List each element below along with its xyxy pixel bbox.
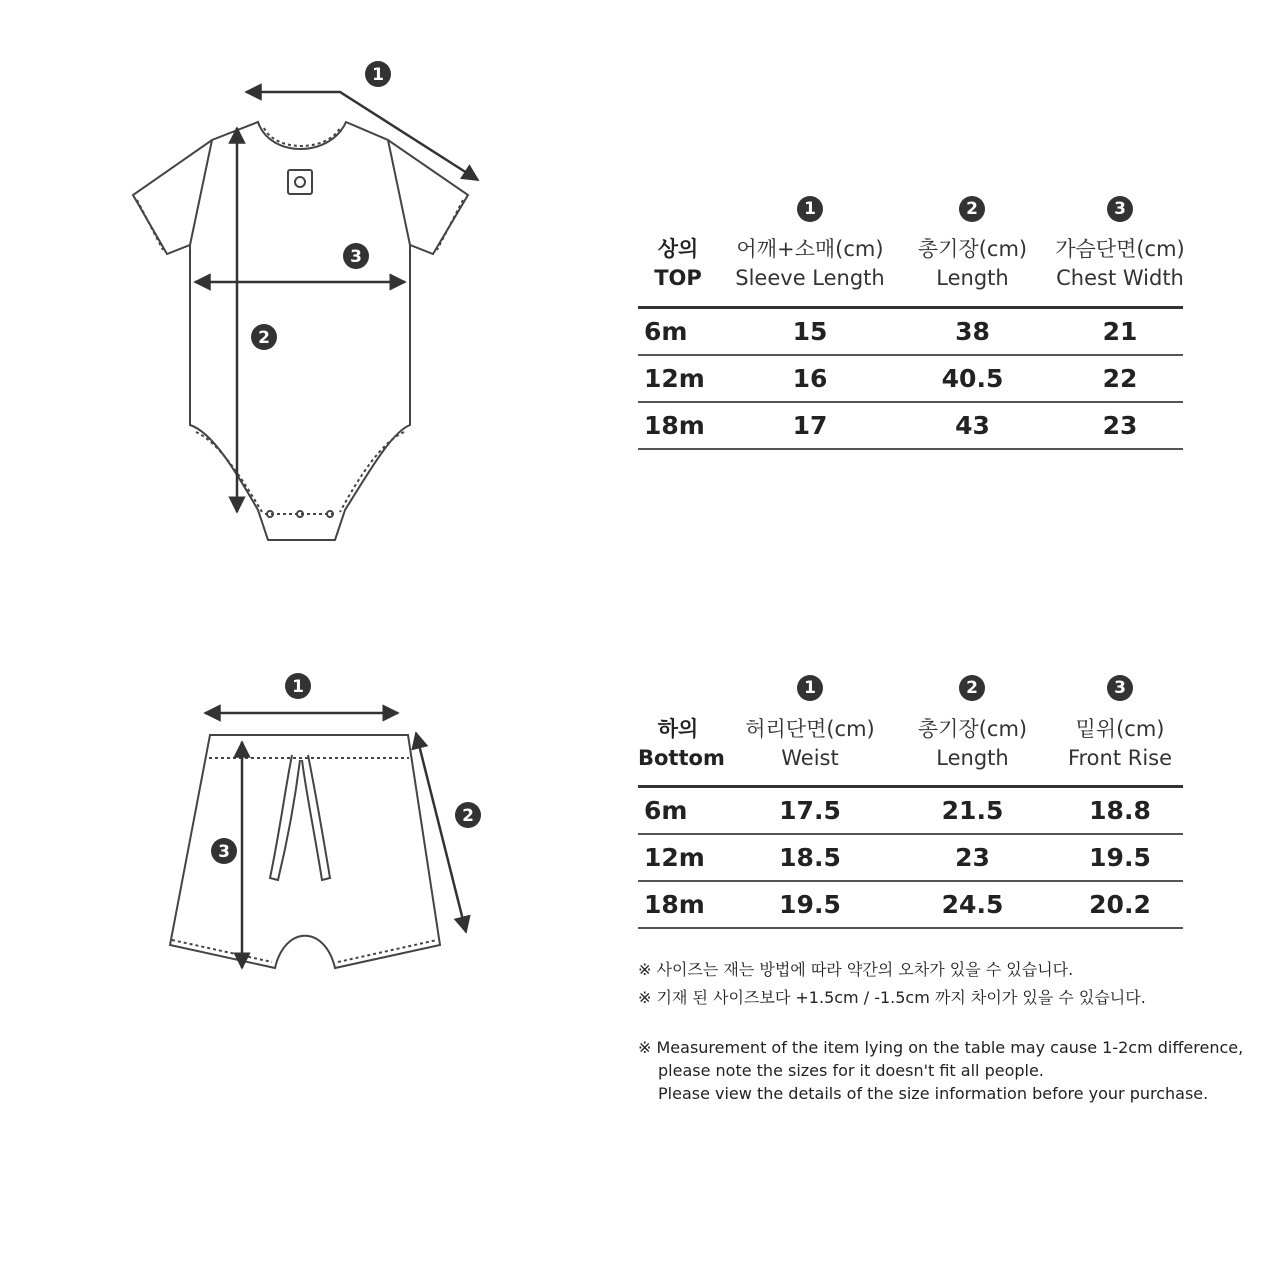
table-row: [638, 835, 1183, 882]
notes-english: [638, 1036, 1243, 1105]
bottom-category-en: Bottom: [638, 746, 725, 770]
value-cell: 23: [1102, 411, 1138, 440]
top-col3-ko: 가슴단면(cm): [1055, 237, 1185, 261]
value-cell: 21: [1102, 317, 1138, 346]
top-col2-header: [900, 235, 1045, 293]
top-col1-en: Sleeve Length: [735, 266, 885, 290]
bottom-col1-ko: 허리단면(cm): [745, 717, 875, 741]
note-en-3: Please view the details of the size information before your purchase.: [658, 1084, 1209, 1103]
value-cell: 23: [955, 843, 990, 872]
value-cell: 17.5: [779, 796, 841, 825]
top-col2-en: Length: [936, 266, 1009, 290]
top-col1-header: [730, 235, 890, 293]
value-cell: 16: [792, 364, 828, 393]
value-cell: 24.5: [941, 890, 1004, 919]
value-cell: 38: [955, 317, 990, 346]
size-cell: 6m: [644, 796, 688, 825]
bottom-col3-marker: 3: [1107, 675, 1133, 701]
value-cell: 21.5: [941, 796, 1004, 825]
bodysuit-marker-1: 1: [372, 65, 384, 85]
value-cell: 22: [1102, 364, 1138, 393]
bottom-col2-header: [900, 715, 1045, 773]
bottom-col1-en: Weist: [781, 746, 839, 770]
top-col3-header: [1050, 235, 1190, 293]
bottom-col3-en: Front Rise: [1067, 746, 1173, 770]
note-en-1: ※ Measurement of the item lying on the table may cause 1-2cm difference,: [638, 1038, 1244, 1057]
size-cell: 6m: [644, 317, 688, 346]
value-cell: 19.5: [1089, 843, 1151, 872]
table-row: [638, 788, 1183, 835]
bodysuit-drawing: [133, 122, 468, 540]
value-cell: 20.2: [1089, 890, 1151, 919]
shorts-drawing: [170, 735, 440, 968]
note-en-2: please note the sizes for it doesn't fit all people.: [658, 1061, 1044, 1080]
top-col2-marker: 2: [959, 196, 985, 222]
table-row: [638, 882, 1183, 929]
shorts-marker-2: 2: [462, 806, 474, 826]
bottom-category-ko: 하의: [657, 717, 699, 741]
table-row: [638, 403, 1183, 450]
bottom-col3-header: [1050, 715, 1190, 773]
bottom-col2-marker: 2: [959, 675, 985, 701]
value-cell: 17: [792, 411, 828, 440]
top-col2-ko: 총기장(cm): [917, 237, 1028, 261]
size-cell: 12m: [644, 843, 705, 872]
value-cell: 18.8: [1089, 796, 1151, 825]
bottom-col2-ko: 총기장(cm): [917, 717, 1028, 741]
size-cell: 12m: [644, 364, 705, 393]
top-col3-en: Chest Width: [1056, 266, 1184, 290]
value-cell: 43: [955, 411, 990, 440]
size-cell: 18m: [644, 890, 705, 919]
top-col1-marker: 1: [797, 196, 823, 222]
top-col1-ko: 어깨+소매(cm): [736, 237, 884, 261]
table-row: [638, 309, 1183, 356]
bottom-col1-header: [730, 715, 890, 773]
note-ko-2: ※ 기재 된 사이즈보다 +1.5cm / -1.5cm 까지 차이가 있을 수 있습니다.: [638, 988, 1146, 1007]
bodysuit-marker-2: 2: [258, 328, 270, 348]
value-cell: 18.5: [779, 843, 841, 872]
top-category-en: TOP: [654, 266, 702, 290]
bottom-size-table: [638, 675, 1183, 919]
shorts-marker-1: 1: [292, 677, 304, 697]
note-ko-1: ※ 사이즈는 재는 방법에 따라 약간의 오차가 있을 수 있습니다.: [638, 960, 1074, 979]
bottom-category-label: [638, 715, 725, 773]
value-cell: 40.5: [941, 364, 1004, 393]
top-category-label: [638, 235, 718, 293]
value-cell: 15: [792, 317, 828, 346]
top-col3-marker: 3: [1107, 196, 1133, 222]
bottom-col3-ko: 밑위(cm): [1075, 717, 1165, 741]
bottom-col1-marker: 1: [797, 675, 823, 701]
shorts-marker-3: 3: [218, 842, 230, 862]
table-row: [638, 356, 1183, 403]
top-category-ko: 상의: [657, 237, 699, 261]
bodysuit-marker-3: 3: [350, 247, 362, 267]
top-size-table: [638, 196, 1185, 440]
notes-korean: [638, 958, 1146, 1009]
value-cell: 19.5: [779, 890, 841, 919]
size-cell: 18m: [644, 411, 705, 440]
bottom-col2-en: Length: [936, 746, 1009, 770]
